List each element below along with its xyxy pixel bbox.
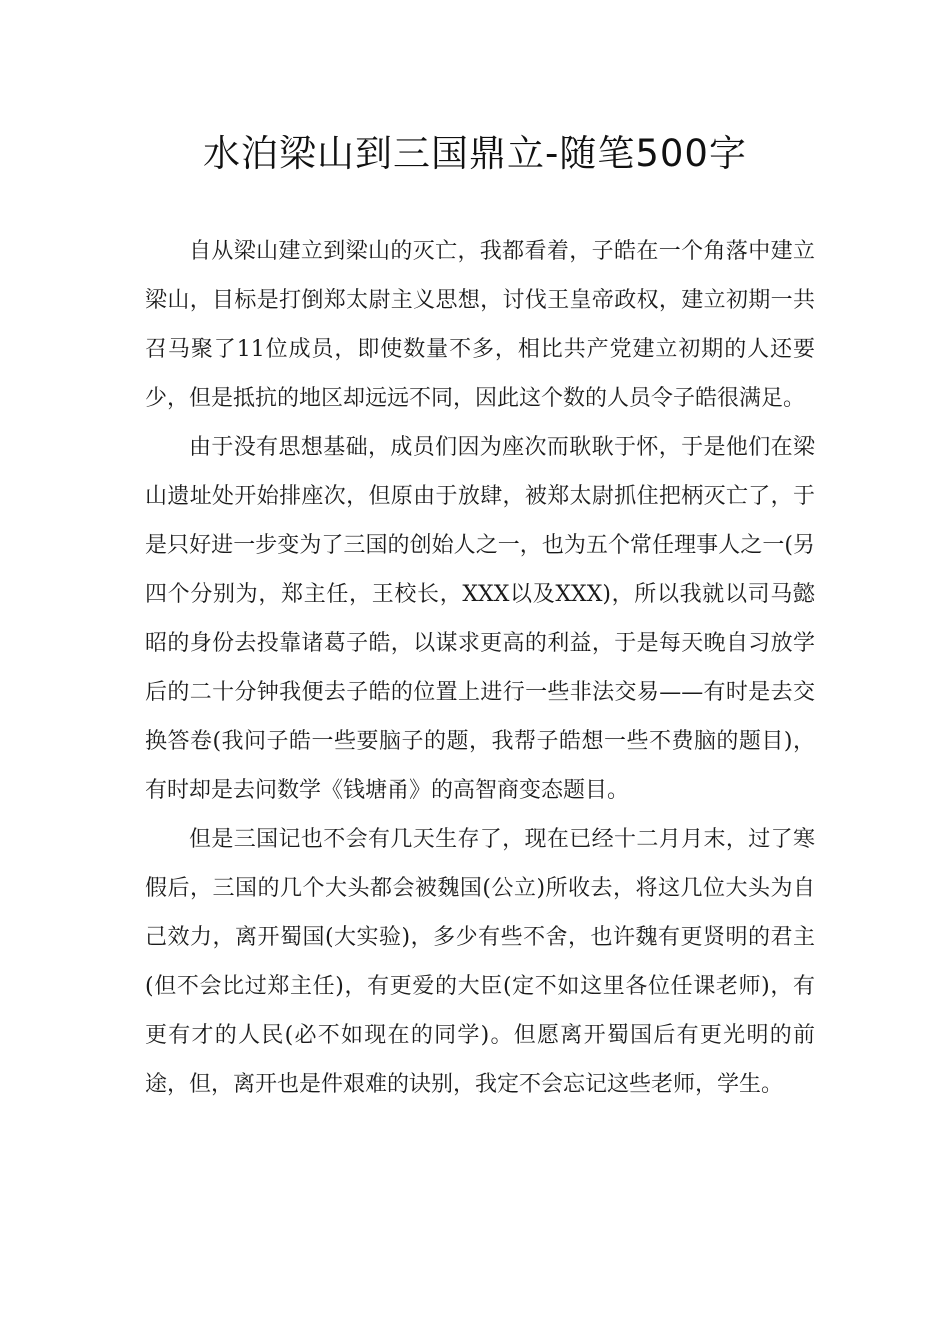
paragraph-3: 但是三国记也不会有几天生存了，现在已经十二月月末，过了寒假后，三国的几个大头都会被魏国(公立)所收去，将这几位大头为自己效力，离开蜀国(大实验)，多少有些不舍，也许魏有更贤明的君主(但不会比过郑主任)，有更爱的大臣(定不如这里各位任课老师)，有更有才的人民(必不如现在的同学)。但愿离开蜀国后有更光明的前途，但，离开也是件艰难的诀别，我定不会忘记这些老师，学生。 — [145, 827, 815, 1097]
paragraph-2: 由于没有思想基础，成员们因为座次而耿耿于怀，于是他们在梁山遗址处开始排座次，但原由于放肆，被郑太尉抓住把柄灭亡了，于是只好进一步变为了三国的创始人之一，也为五个常任理事人之一(另四个分别为，郑主任，王校长，XXX以及XXX)，所以我就以司马懿昭的身份去投靠诸葛子皓，以谋求更高的利益，于是每天晚自习放学后的二十分钟我便去子皓的位置上进行一些非法交易——有时是去交换答卷(我问子皓一些要脑子的题，我帮子皓想一些不费脑的题目)，有时却是去问数学《钱塘甬》的高智商变态题目。 — [145, 435, 815, 803]
document-title: 水泊梁山到三国鼎立-随笔500字 — [203, 132, 747, 175]
document-body — [145, 227, 815, 1109]
paragraph-1: 自从梁山建立到梁山的灭亡，我都看着，子皓在一个角落中建立梁山，目标是打倒郑太尉主义思想，讨伐王皇帝政权，建立初期一共召马聚了11位成员，即使数量不多，相比共产党建立初期的人还要少，但是抵抗的地区却远远不同，因此这个数的人员令子皓很满足。 — [145, 239, 815, 411]
